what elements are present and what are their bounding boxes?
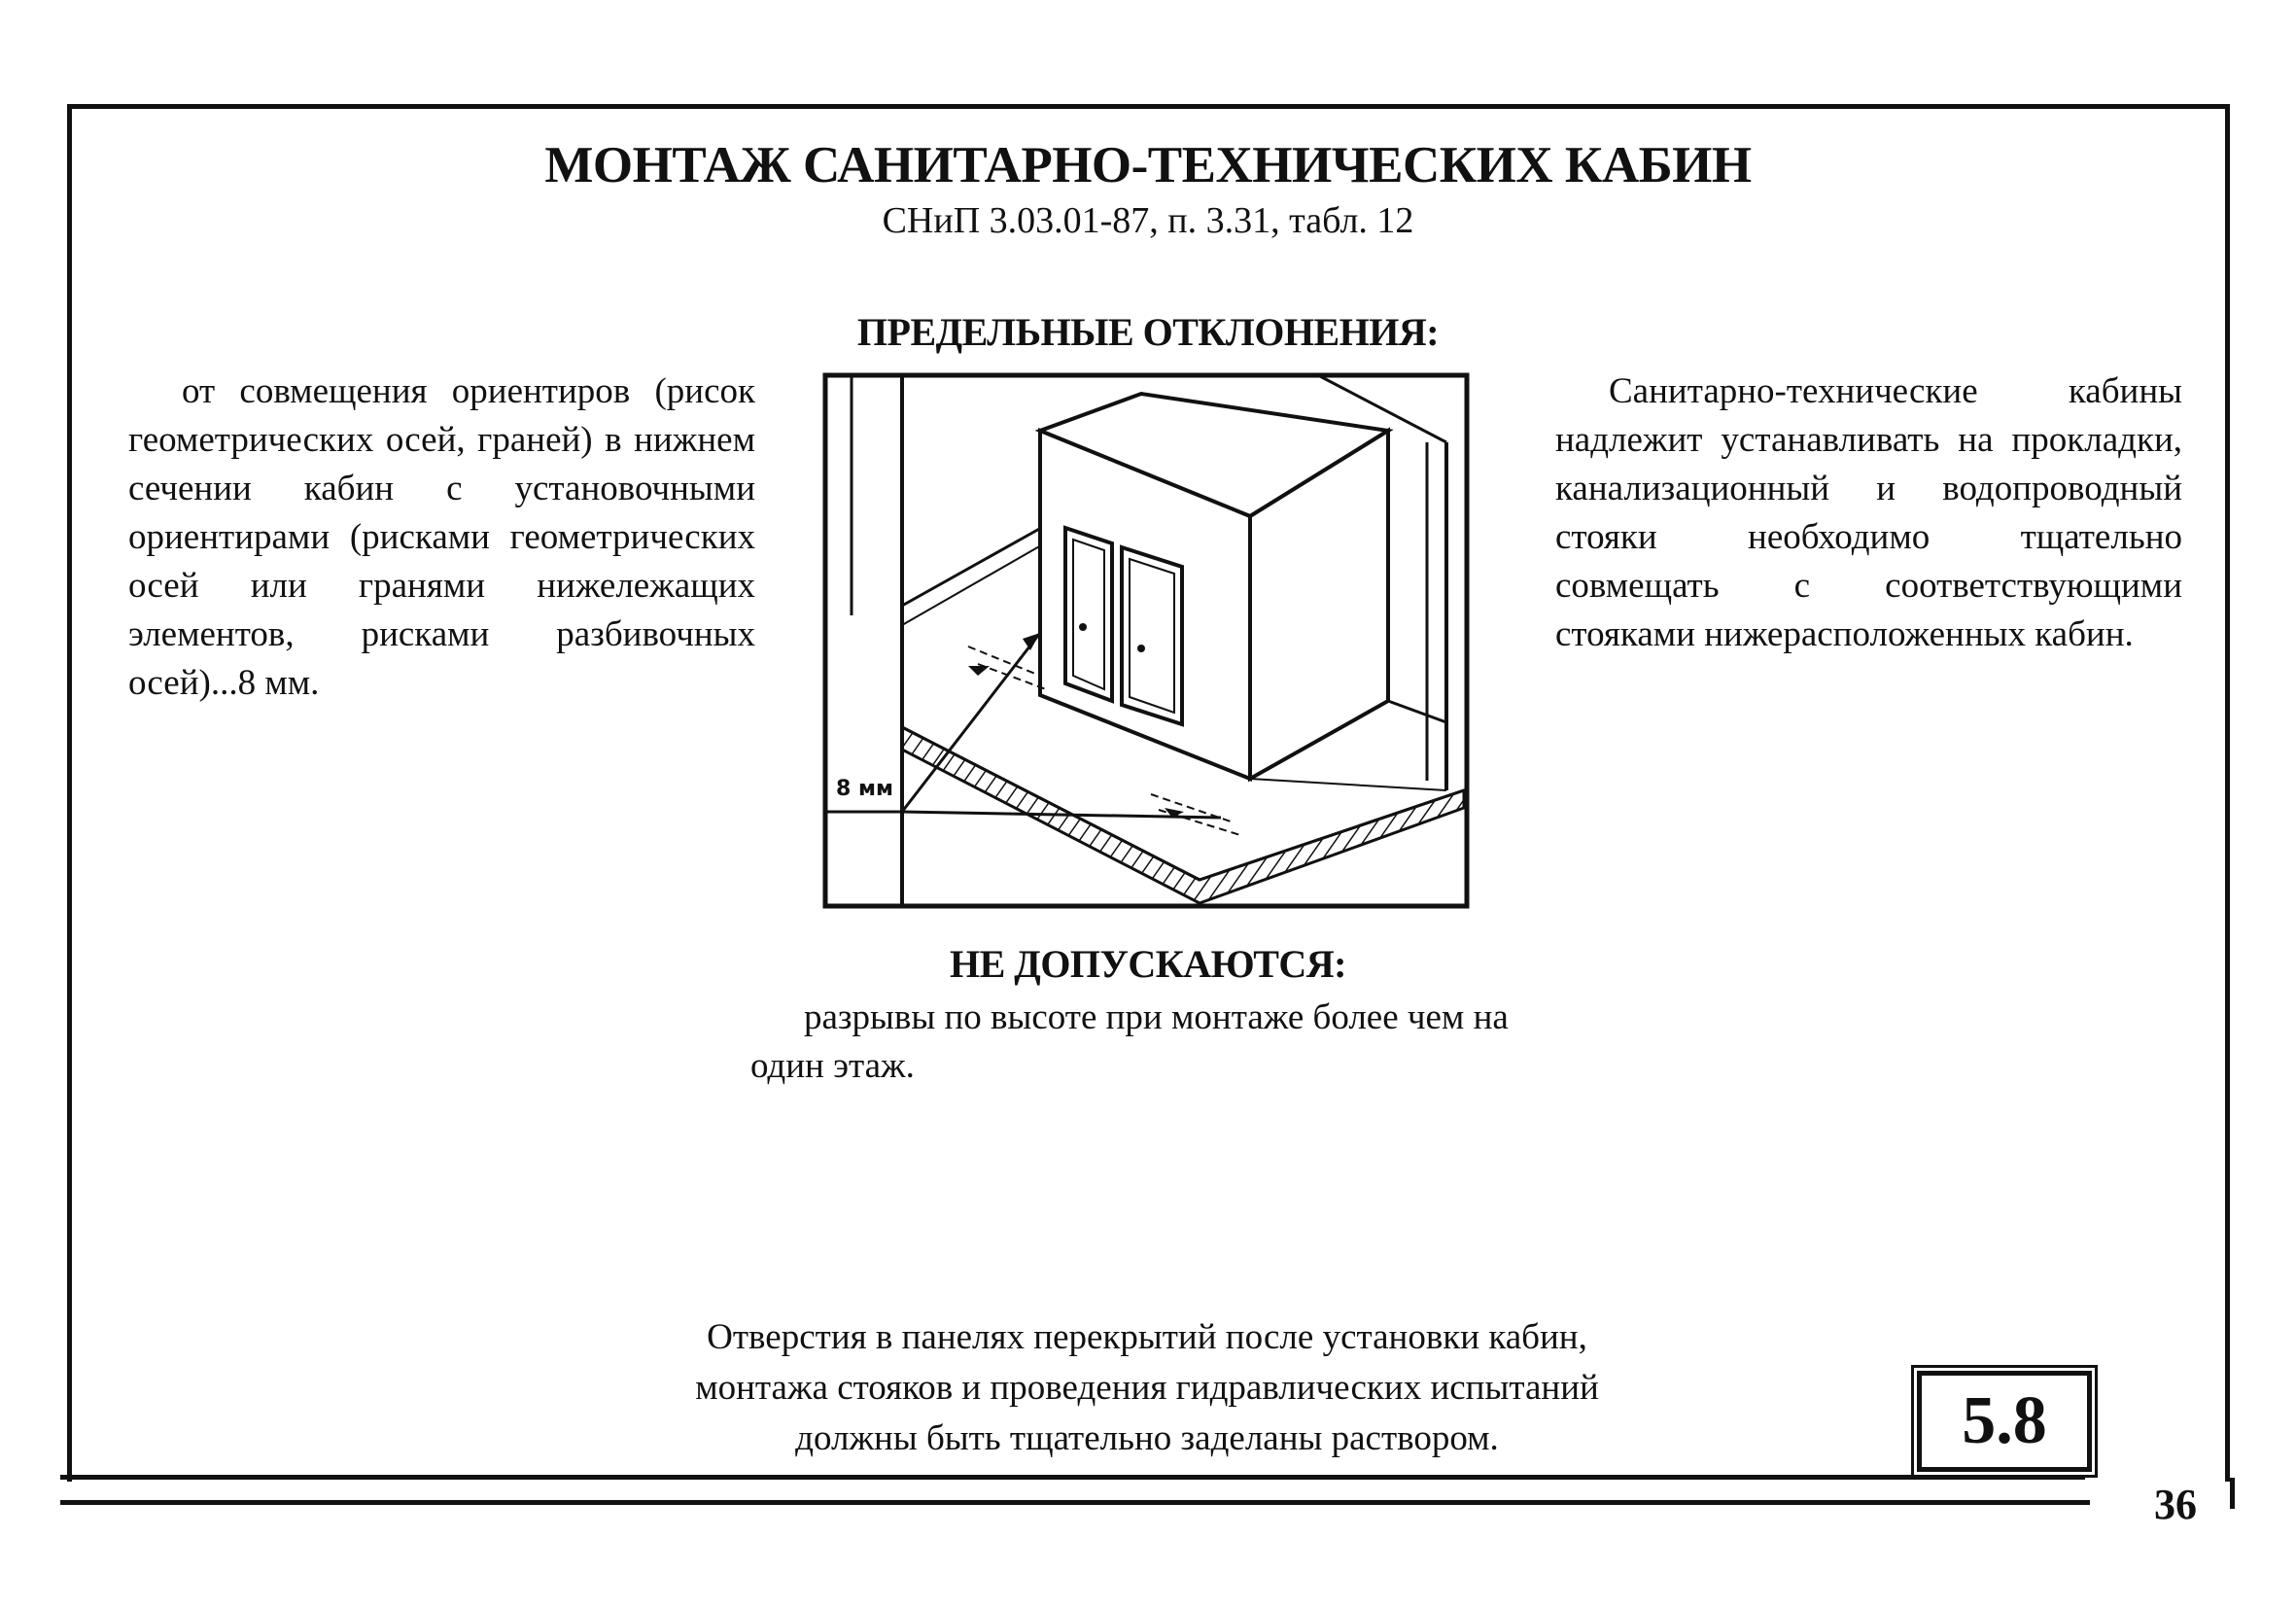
installation-text: Санитарно-технические кабины надлежит устанавливать на прокладки, канализационный и водопроводный стояки необходимо тщательно совмещать с соответствующими стояками нижерасположенных кабин.: [1555, 371, 2182, 654]
footer-note: [544, 1312, 1750, 1464]
deviations-heading: ПРЕДЕЛЬНЫЕ ОТКЛОНЕНИЯ:: [856, 310, 1440, 354]
page-subtitle: СНиП 3.03.01-87, п. 3.31, табл. 12: [882, 200, 1414, 241]
frame-corner-stub: [2230, 1478, 2235, 1509]
deviations-text: от совмещения ориентиров (рисок геометрических осей, граней) в нижнем сечении кабин с установочными ориентирами (рисками геометрических осей или гранями нижележащих элементов, рисками разбивочных осей)...8 мм.: [128, 371, 755, 703]
footer-line: должны быть тщательно заделаны раствором.: [795, 1418, 1499, 1458]
footer-line: Отверстия в панелях перекрытий после установки кабин,: [707, 1317, 1587, 1357]
footer-line: монтажа стояков и проведения гидравлических испытаний: [695, 1368, 1599, 1408]
bottom-rule: [60, 1475, 2085, 1480]
page-number: 36: [2154, 1481, 2197, 1528]
cabin-installation-illustration: [822, 372, 1470, 909]
bottom-rule-lower: [60, 1500, 2090, 1505]
page-title: МОНТАЖ САНИТАРНО-ТЕХНИЧЕСКИХ КАБИН: [544, 137, 1752, 193]
section-number-box: 5.8: [1917, 1371, 2092, 1472]
dimension-label: 8 мм: [836, 777, 893, 801]
not-allowed-heading: НЕ ДОПУСКАЮТСЯ:: [950, 942, 1346, 986]
not-allowed-text: разрывы по высоте при монтаже более чем на один этаж.: [750, 997, 1509, 1086]
